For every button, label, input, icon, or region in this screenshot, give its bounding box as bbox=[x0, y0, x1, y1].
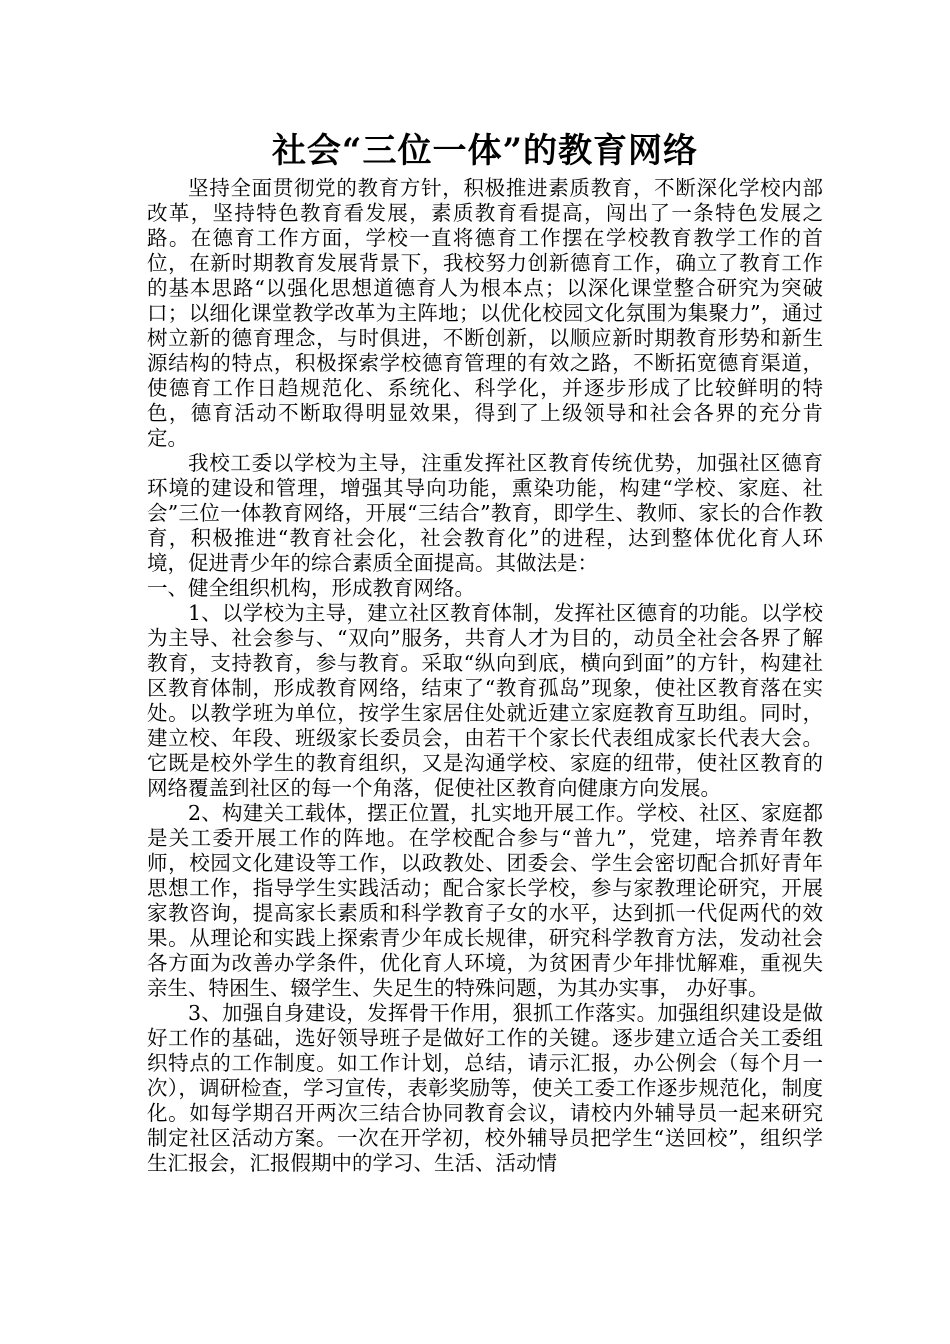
section-heading: 一、健全组织机构，形成教育网络。 bbox=[147, 576, 475, 600]
paragraph: 2、构建关工载体，摆正位置，扎实地开展工作。学校、社区、家庭都是关工委开展工作的阵地。在学校配合参与“普九”，党建，培养青年教师，校园文化建设等工作，以政教处、团委会、学生会密切配合抓好青年思想工作，指导学生实践活动；配合家长学校，参与家教理论研究，开展家教咨询，提高家长素质和科学教育子女的水平，达到抓一代促两代的效果。从理论和实践上探索青少年成长规律，研究科学教育方法，发动社会各方面为改善办学条件，优化育人环境，为贫困青少年排忧解难，重视失亲生、特困生、辍学生、失足生的特殊问题，为其办实事， 办好事。 bbox=[147, 801, 823, 1000]
paragraph: 1、以学校为主导，建立社区教育体制，发挥社区德育的功能。以学校为主导、社会参与、“双向”服务，共育人才为目的，动员全社会各界了解教育，支持教育，参与教育。采取“纵向到底，横向到面”的方针，构建社区教育体制，形成教育网络，结束了“教育孤岛”现象，使社区教育落在实处。以教学班为单位，按学生家居住处就近建立家庭教育互助组。同时，建立校、年段、班级家长委员会，由若干个家长代表组成家长代表大会。它既是校外学生的教育组织，又是沟通学校、家庭的纽带，使社区教育的网络覆盖到社区的每一个角落，促使社区教育向健康方向发展。 bbox=[147, 601, 823, 800]
document-title: 社会“三位一体”的教育网络 bbox=[271, 131, 699, 171]
paragraph: 坚持全面贯彻党的教育方针，积极推进素质教育，不断深化学校内部改革，坚持特色教育看发展，素质教育看提高，闯出了一条特色发展之路。在德育工作方面，学校一直将德育工作摆在学校教育教学工作的首位，在新时期教育发展背景下，我校努力创新德育工作，确立了教育工作的基本思路“以强化思想道德育人为根本点；以深化课堂整合研究为突破口；以细化课堂教学改革为主阵地；以优化校园文化氛围为集聚力”，通过树立新的德育理念，与时俱进，不断创新，以顺应新时期教育形势和新生源结构的特点，积极探索学校德育管理的有效之路，不断拓宽德育渠道，使德育工作日趋规范化、系统化、科学化，并逐步形成了比较鲜明的特色，德育活动不断取得明显效果，得到了上级领导和社会各界的充分肯定。 bbox=[147, 176, 823, 450]
document-page bbox=[147, 128, 823, 1176]
paragraph: 我校工委以学校为主导，注重发挥社区教育传统优势，加强社区德育环境的建设和管理，增强其导向功能，熏染功能，构建“学校、家庭、社会”三位一体教育网络，开展“三结合”教育，即学生、教师、家长的合作教育，积极推进“教育社会化，社会教育化”的进程，达到整体优化育人环境，促进青少年的综合素质全面提高。其做法是： bbox=[147, 451, 823, 575]
paragraph: 3、加强自身建设，发挥骨干作用，狠抓工作落实。加强组织建设是做好工作的基础，选好领导班子是做好工作的关键。逐步建立适合关工委组织特点的工作制度。如工作计划，总结，请示汇报，办公例会（每个月一次），调研检查，学习宣传，表彰奖励等，使关工委工作逐步规范化，制度化。如每学期召开两次三结合协同教育会议，请校内外辅导员一起来研究制定社区活动方案。一次在开学初，校外辅导员把学生“送回校”，组织学生汇报会，汇报假期中的学习、生活、活动情 bbox=[147, 1001, 823, 1175]
document-body bbox=[147, 176, 823, 1176]
